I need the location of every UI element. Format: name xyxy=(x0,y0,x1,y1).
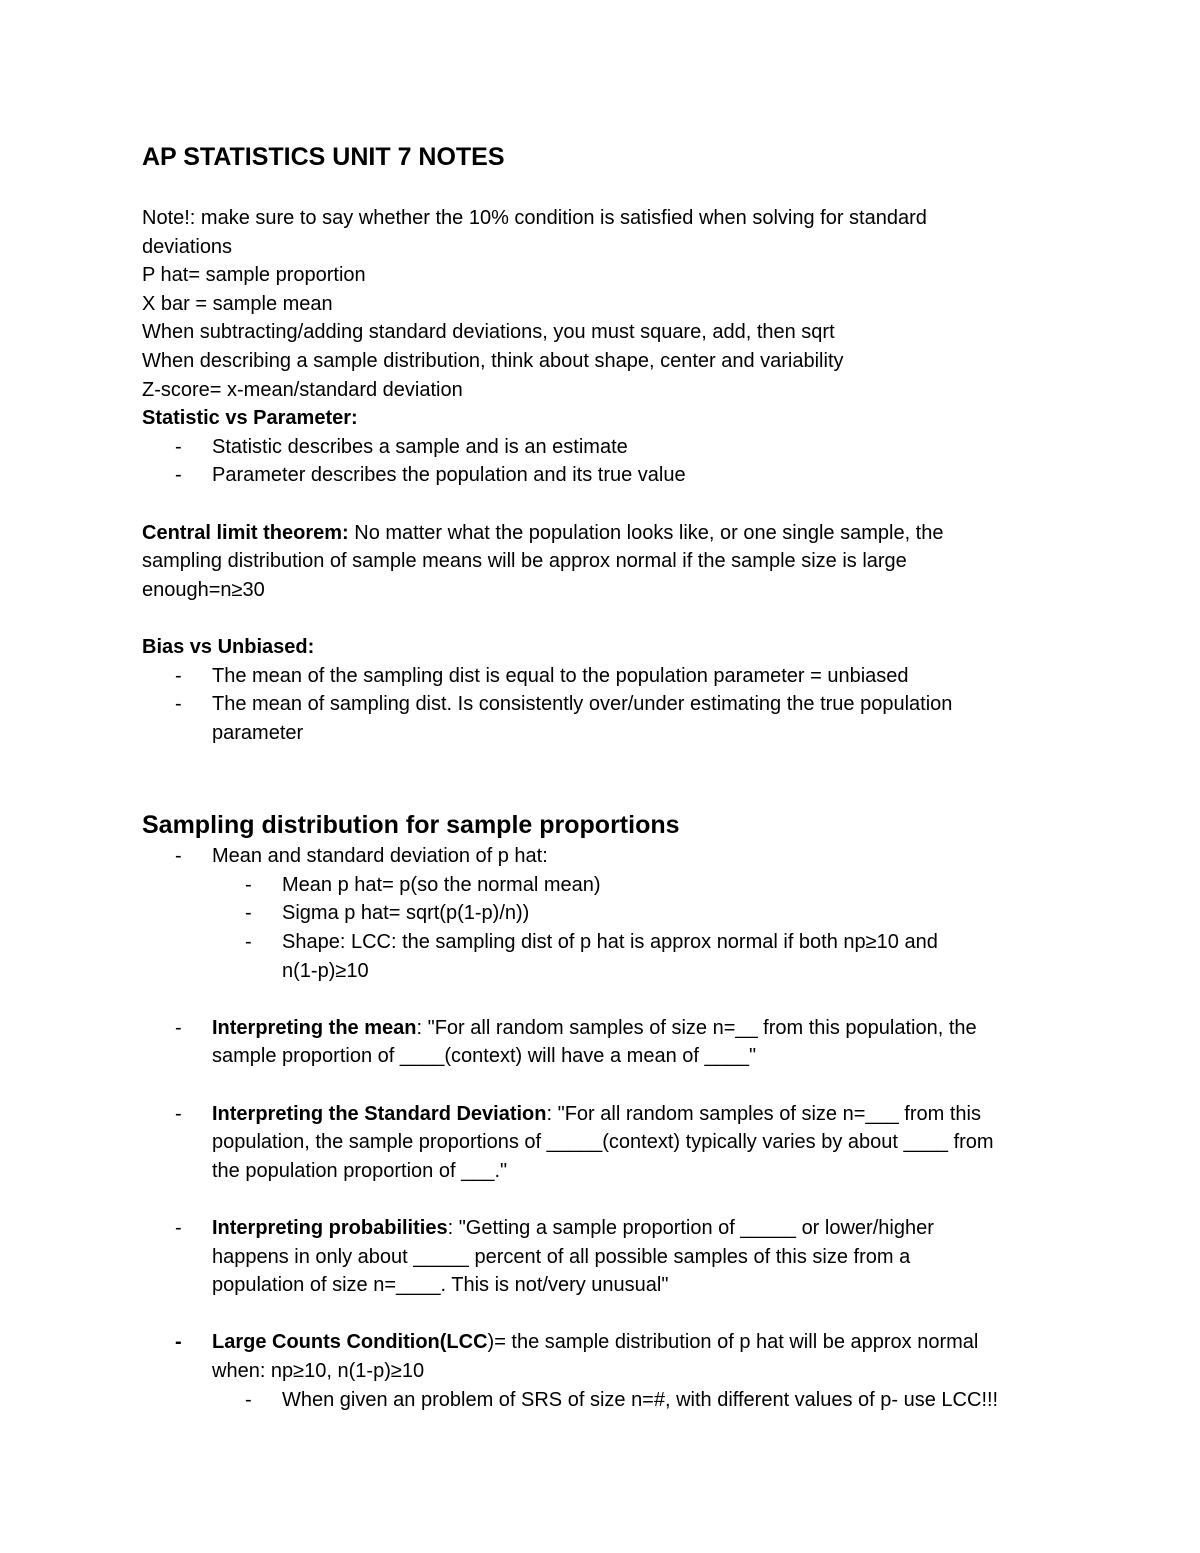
spacer xyxy=(142,1300,1072,1329)
subtracting-note: When subtracting/adding standard deviations, you must square, add, then sqrt xyxy=(142,321,835,344)
interp-mean-item xyxy=(142,1014,1072,1071)
interp-sd-list xyxy=(142,1100,1072,1186)
spacer xyxy=(142,1185,1072,1214)
section-list xyxy=(142,842,1072,985)
spacer xyxy=(142,490,1072,519)
clt-text: No matter what the population looks like, or one single sample, the xyxy=(348,521,944,544)
interp-prob-line-3: population of size n=____. This is not/very unusual" xyxy=(212,1274,669,1297)
interp-sd-text: : "For all random samples of size n=___ from this xyxy=(546,1102,981,1125)
shape-line: - Shape: LCC: the sampling dist of p hat is approx normal if both np≥10 and xyxy=(282,931,938,954)
spacer xyxy=(142,1071,1072,1100)
lcc-text: )= the sample distribution of p hat will be approx normal xyxy=(487,1331,979,1354)
sub-item-sigma: - Sigma p hat= sqrt(p(1-p)/n)) xyxy=(212,899,1072,928)
interp-prob-line-2: happens in only about _____ percent of all possible samples of this size from a xyxy=(212,1245,911,1268)
interp-sd-item xyxy=(142,1100,1072,1186)
spacer xyxy=(142,985,1072,1014)
interp-prob-line xyxy=(212,1214,1072,1243)
sub-item-shape xyxy=(212,928,1072,985)
lcc-sub-item: - When given an problem of SRS of size n=#, with different values of p- use LCC!!! xyxy=(212,1386,1072,1415)
interp-prob-label: Interpreting probabilities xyxy=(212,1217,448,1239)
bias-heading: Bias vs Unbiased: xyxy=(142,635,315,658)
list-item: - The mean of the sampling dist is equal to the population parameter = unbiased xyxy=(142,662,1072,691)
interp-prob-list xyxy=(142,1214,1072,1300)
clt-line-3: enough=n≥30 xyxy=(142,578,265,601)
x-bar-definition: X bar = sample mean xyxy=(142,292,333,315)
list-item: - Statistic describes a sample and is an estimate xyxy=(142,433,1072,462)
lcc-list xyxy=(142,1328,1072,1414)
interp-sd-label: Interpreting the Standard Deviation xyxy=(212,1102,547,1125)
interp-mean-line xyxy=(212,1014,1072,1043)
lcc-sublist xyxy=(212,1386,1072,1415)
bias-list xyxy=(142,662,1072,748)
note-line: Note!: make sure to say whether the 10% condition is satisfied when solving for standard xyxy=(142,207,927,229)
lcc-line xyxy=(212,1328,1072,1357)
spacer xyxy=(142,604,1072,633)
statistic-vs-parameter-list xyxy=(142,433,1072,490)
clt-paragraph xyxy=(142,519,1072,605)
document-content xyxy=(142,140,1072,1414)
note-line-continued: deviations xyxy=(142,235,233,258)
clt-line xyxy=(142,519,1072,548)
lcc-line-2: when: np≥10, n(1-p)≥10 xyxy=(212,1359,425,1382)
interp-sd-line xyxy=(212,1100,1072,1129)
interp-mean-text: : "For all random samples of size n=__ from this population, the xyxy=(416,1016,977,1039)
mean-sd-label: - Mean and standard deviation of p hat: xyxy=(212,845,548,868)
interp-mean-line-2: sample proportion of ____(context) will have a mean of ____" xyxy=(212,1045,757,1068)
interp-prob-text: : "Getting a sample proportion of _____ or lower/higher xyxy=(447,1217,934,1239)
statistic-vs-parameter-heading: Statistic vs Parameter: xyxy=(142,407,358,430)
interp-mean-list xyxy=(142,1014,1072,1071)
list-item-line: - The mean of sampling dist. Is consistently over/under estimating the true population xyxy=(212,693,953,716)
clt-line-2: sampling distribution of sample means will be approx normal if the sample size is large xyxy=(142,550,907,573)
lcc-label: Large Counts Condition(LCC xyxy=(212,1331,488,1354)
p-hat-definition: P hat= sample proportion xyxy=(142,264,366,287)
interp-prob-item xyxy=(142,1214,1072,1300)
list-item-line: parameter xyxy=(212,721,304,744)
document-title: AP STATISTICS UNIT 7 NOTES xyxy=(142,143,505,171)
clt-label: Central limit theorem: xyxy=(142,521,349,544)
intro-notes xyxy=(142,204,1072,404)
spacer xyxy=(142,174,1072,204)
interp-sd-line-3: the population proportion of ___." xyxy=(212,1159,508,1182)
sub-item-mean: - Mean p hat= p(so the normal mean) xyxy=(212,871,1072,900)
zscore-formula: Z-score= x-mean/standard deviation xyxy=(142,378,463,401)
list-item: - Parameter describes the population and its true value xyxy=(142,461,1072,490)
mean-sd-sublist xyxy=(212,871,1072,985)
shape-line: n(1-p)≥10 xyxy=(282,959,369,982)
lcc-item xyxy=(142,1328,1072,1414)
list-item xyxy=(142,690,1072,747)
spacer xyxy=(142,747,1072,808)
section-heading: Sampling distribution for sample proportions xyxy=(142,811,680,840)
interp-sd-line-2: population, the sample proportions of _____(context) typically varies by about ____ from xyxy=(212,1131,994,1154)
mean-sd-item xyxy=(142,842,1072,985)
describing-note: When describing a sample distribution, think about shape, center and variability xyxy=(142,349,844,372)
interp-mean-label: Interpreting the mean xyxy=(212,1016,417,1039)
